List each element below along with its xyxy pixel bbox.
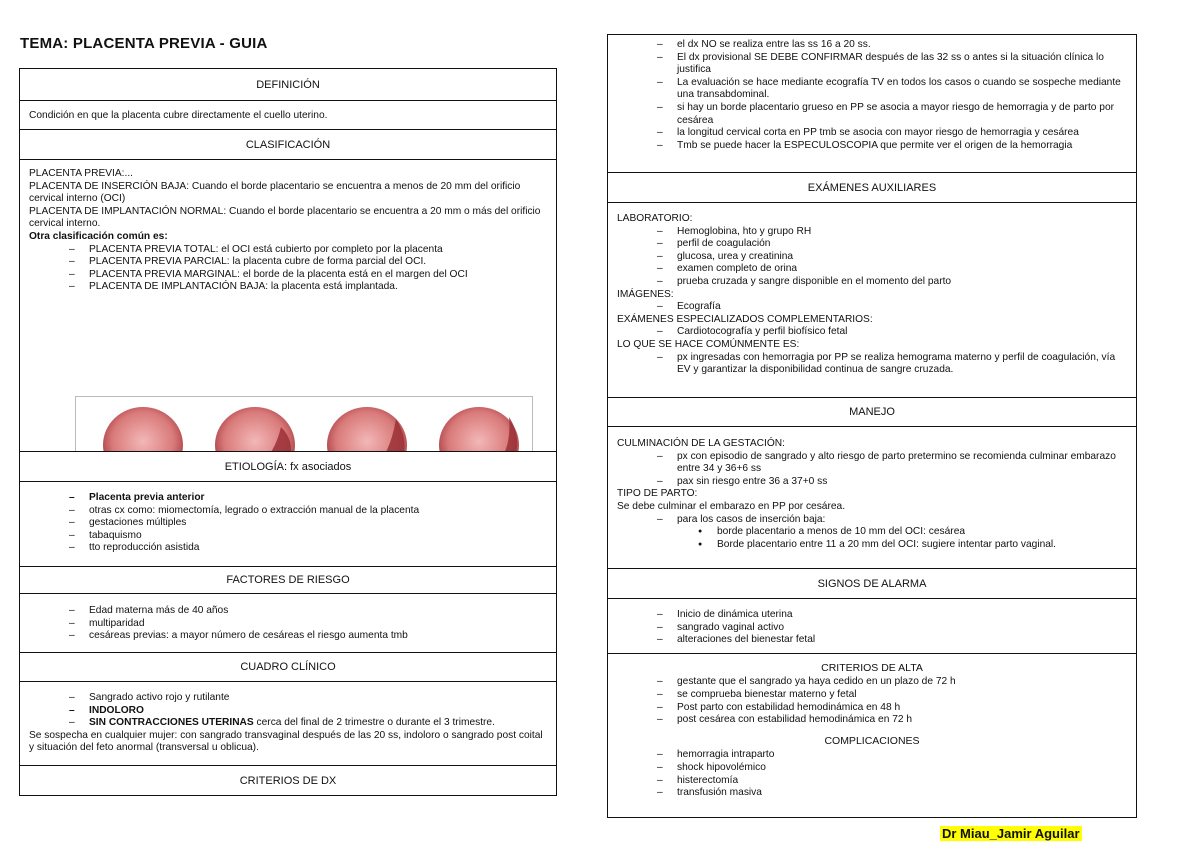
list-item: – el dx NO se realiza entre las ss 16 a 20 ss. [657,39,1127,52]
list-item: – gestante que el sangrado ya haya cedido en un plazo de 72 h [657,676,1127,689]
definicion-header: DEFINICIÓN [20,69,556,101]
list-item: – tabaquismo [69,530,547,543]
uterus-marginal [327,407,407,452]
list-item: – alteraciones del bienestar fetal [657,634,1127,647]
tipo-parto-title: TIPO DE PARTO: [617,488,698,500]
comun-list [617,352,1127,377]
list-item: – post cesárea con estabilidad hemodinámica en 72 h [657,714,1127,727]
clasificacion-section [20,160,556,452]
list-item: – INDOLORO [69,705,547,718]
list-item: – histerectomía [657,775,1127,788]
factores-section [20,594,556,653]
list-item: – Sangrado activo rojo y rutilante [69,692,547,705]
placenta-types-illustration [75,396,533,452]
list-item: – Tmb se puede hacer la ESPECULOSCOPIA que permite ver el origen de la hemorragia [657,140,1127,153]
list-item: – la longitud cervical corta en PP tmb se asocia con mayor riesgo de hemorragia y cesárea [657,127,1127,140]
insercion-baja-list [617,526,1127,551]
list-item: – SIN CONTRACCIONES UTERINAS cerca del final de 2 trimestre o durante el 3 trimestre. [69,717,547,730]
uterus-diagram [76,397,532,452]
list-item: – si hay un borde placentario grueso en PP se asocia a mayor riesgo de hemorragia y de parto por cesárea [657,102,1127,127]
tipo-parto-list [617,514,1127,527]
list-item: – para los casos de inserción baja: [657,514,1127,527]
etiologia-list [29,492,547,555]
criterios-alta-title: CRITERIOS DE ALTA [821,661,923,674]
definicion-text: Condición en que la placenta cubre directamente el cuello uterino. [29,110,328,121]
laboratorio-title: LABORATORIO: [617,213,693,224]
list-item: – multiparidad [69,618,547,631]
examenes-section [608,203,1136,398]
complicaciones-list [617,749,1127,799]
list-item: – perfil de coagulación [657,238,1127,251]
left-column [19,68,557,796]
list-item: – La evaluación se hace mediante ecografía TV en todos los casos o cuando se sospeche mediante una transabdominal. [657,77,1127,102]
list-item: – Hemoglobina, hto y grupo RH [657,226,1127,239]
list-item: – Ecografía [657,301,1127,314]
complicaciones-title: COMPLICACIONES [824,734,920,747]
comun-title: LO QUE SE HACE COMÚNMENTE ES: [617,338,800,350]
list-item: – otras cx como: miomectomía, legrado o extracción manual de la placenta [69,505,547,518]
criterios-alta-list [617,676,1127,726]
list-item: – se comprueba bienestar materno y fetal [657,689,1127,702]
etiologia-header: ETIOLOGÍA: fx asociados [20,452,556,482]
list-item: – hemorragia intraparto [657,749,1127,762]
clasificacion-line: PLACENTA PREVIA:... [29,168,133,179]
list-item: – Cardiotocografía y perfil biofísico fetal [657,326,1127,339]
etiologia-section [20,482,556,567]
list-item: – transfusión masiva [657,787,1127,800]
list-item: – PLACENTA PREVIA PARCIAL: la placenta cubre de forma parcial del OCI. [69,256,547,269]
page-title: TEMA: PLACENTA PREVIA - GUIA [20,35,268,52]
list-item: – px ingresadas con hemorragia por PP se realiza hemograma materno y perfil de coagulación, vía EV y garantizar la disponibilidad continua de sangre cruzada. [657,352,1127,377]
especializados-list [617,326,1127,339]
list-item: ● Borde placentario entre 11 a 20 mm del OCI: sugiere intentar parto vaginal. [695,539,1127,552]
list-item: – El dx provisional SE DEBE CONFIRMAR después de las 32 ss o antes si la situación clínica lo justifica [657,52,1127,77]
list-item: – gestaciones múltiples [69,517,547,530]
cuadro-list [29,692,547,730]
manejo-header: MANEJO [608,398,1136,427]
list-item: – pax sin riesgo entre 36 a 37+0 ss [657,476,1127,489]
list-item: ● borde placentario a menos de 10 mm del OCI: cesárea [695,526,1127,539]
clasificacion-line: PLACENTA DE IMPLANTACIÓN NORMAL: Cuando el borde placentario se encuentra a 20 mm o más del orificio cervical interno. [29,205,541,230]
signos-list [617,609,1127,647]
imagenes-list [617,301,1127,314]
uterus-complete [103,407,183,452]
list-item: – cesáreas previas: a mayor número de cesáreas el riesgo aumenta tmb [69,630,547,643]
examenes-header: EXÁMENES AUXILIARES [608,173,1136,203]
author-signature: Dr Miau_Jamir Aguilar [942,826,1080,841]
cuadro-header: CUADRO CLÍNICO [20,653,556,682]
divider [608,653,1136,654]
culminacion-list [617,451,1127,489]
culminacion-title: CULMINACIÓN DE LA GESTACIÓN: [617,438,785,449]
clasificacion-header: CLASIFICACIÓN [20,130,556,160]
laboratorio-list [617,226,1127,289]
factores-list [29,605,547,643]
signos-section [608,599,1136,814]
cuadro-text: Se sospecha en cualquier mujer: con sangrado transvaginal después de las 20 ss, indoloro o sangrado post coital y situación del feto anormal (transversal u oblicua). [29,729,543,754]
list-item: – Inicio de dinámica uterina [657,609,1127,622]
list-item: – examen completo de orina [657,263,1127,276]
definicion-section [20,101,556,130]
list-item: – tto reproducción asistida [69,542,547,555]
list-item: – PLACENTA PREVIA MARGINAL: el borde de la placenta está en el margen del OCI [69,269,547,282]
cuadro-section [20,682,556,766]
list-item: – Post parto con estabilidad hemodinámica en 48 h [657,702,1127,715]
list-item: – PLACENTA DE IMPLANTACIÓN BAJA: la placenta está implantada. [69,281,547,294]
criterios-dx-section [608,35,1136,173]
list-item: – px con episodio de sangrado y alto riesgo de parto pretermino se recomienda culminar embarazo entre 34 y 36+6 ss [657,451,1127,476]
imagenes-title: IMÁGENES: [617,288,674,300]
especializados-title: EXÁMENES ESPECIALIZADOS COMPLEMENTARIOS: [617,313,873,325]
list-item: – sangrado vaginal activo [657,622,1127,635]
otra-clasificacion-title: Otra clasificación común es: [29,230,168,242]
clasificacion-line: PLACENTA DE INSERCIÓN BAJA: Cuando el borde placentario se encuentra a menos de 20 mm del orificio cervical interno (OCI) [29,180,521,205]
list-item: – shock hipovolémico [657,762,1127,775]
list-item: – glucosa, urea y creatinina [657,251,1127,264]
list-item: – Edad materna más de 40 años [69,605,547,618]
criterios-dx-header: CRITERIOS DE DX [239,774,337,787]
list-item: – prueba cruzada y sangre disponible en el momento del parto [657,276,1127,289]
tipo-parto-text: Se debe culminar el embarazo en PP por cesárea. [617,500,846,512]
criterios-dx-list [617,39,1127,152]
uterus-partial [215,407,295,452]
factores-header: FACTORES DE RIESGO [20,567,556,594]
clasificacion-list [29,244,547,294]
list-item: – Placenta previa anterior [69,492,547,505]
manejo-section [608,427,1136,569]
right-column [607,34,1137,818]
list-item: – PLACENTA PREVIA TOTAL: el OCI está cubierto por completo por la placenta [69,244,547,257]
uterus-low-lying [439,407,519,452]
signos-header: SIGNOS DE ALARMA [608,569,1136,599]
